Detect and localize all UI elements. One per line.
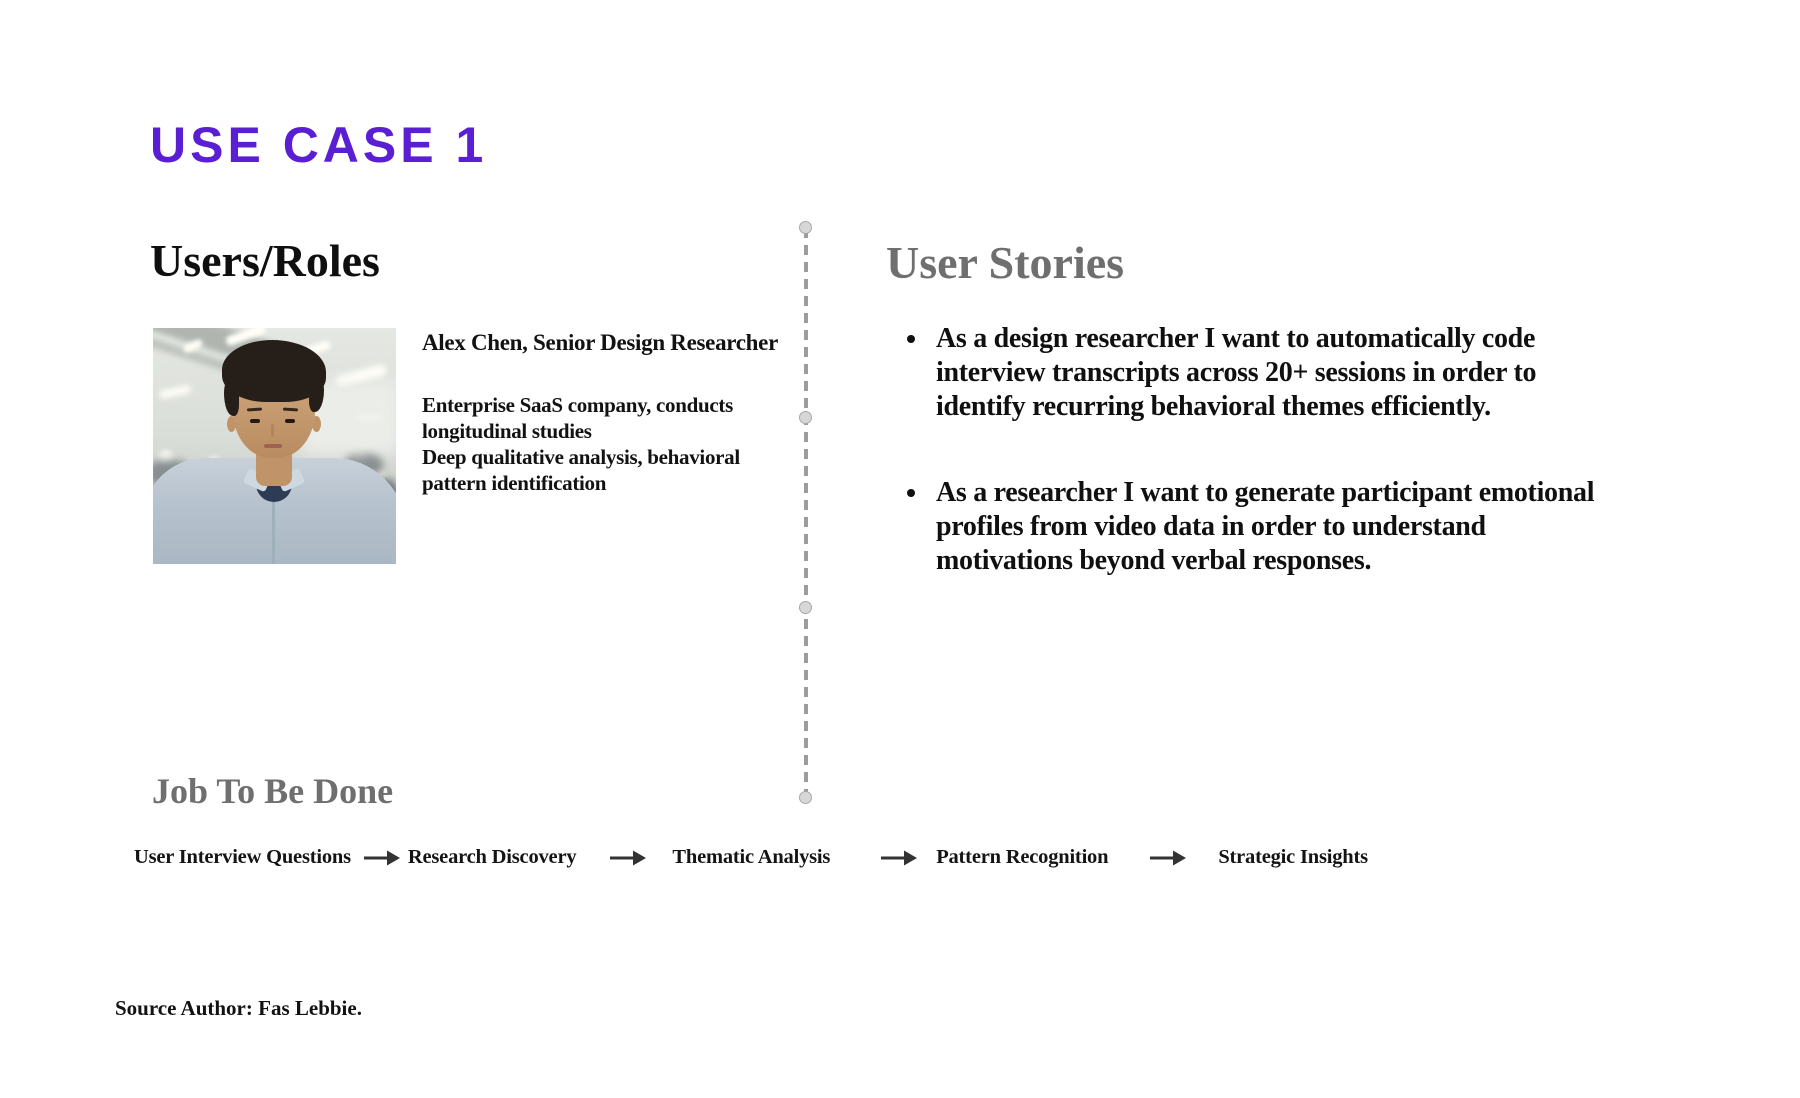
user-story-item: • As a researcher I want to generate participant emotional profiles from video data in order to understand motivations beyond verbal responses. bbox=[930, 476, 1606, 578]
user-stories-list bbox=[906, 322, 1606, 630]
persona-photo bbox=[153, 328, 396, 564]
persona-name: Alex Chen, Senior Design Researcher bbox=[422, 330, 778, 355]
photo-person-eye bbox=[250, 419, 260, 423]
persona-detail-focus: Deep qualitative analysis, behavioral pattern identification bbox=[422, 445, 740, 495]
divider-dot-icon bbox=[799, 411, 812, 424]
photo-person-nose bbox=[271, 424, 274, 437]
arrow-right-icon bbox=[881, 850, 917, 866]
photo-person-eye bbox=[285, 419, 295, 423]
source-attribution: Source Author: Fas Lebbie. bbox=[115, 996, 362, 1020]
flow-step: User Interview Questions bbox=[134, 846, 351, 868]
persona-details bbox=[422, 392, 796, 496]
photo-shirt-placket bbox=[272, 492, 275, 564]
job-to-be-done-heading: Job To Be Done bbox=[152, 771, 394, 811]
divider-dot-icon bbox=[799, 791, 812, 804]
divider-dot-icon bbox=[799, 601, 812, 614]
flow-step: Pattern Recognition bbox=[936, 846, 1109, 868]
persona-detail-company: Enterprise SaaS company, conducts longitudinal studies bbox=[422, 393, 733, 443]
divider-dot-icon bbox=[799, 221, 812, 234]
flow-step: Strategic Insights bbox=[1218, 846, 1368, 868]
column-divider bbox=[804, 228, 808, 798]
arrow-right-icon bbox=[610, 850, 646, 866]
job-flow bbox=[134, 846, 1368, 869]
user-stories-heading: User Stories bbox=[886, 237, 1125, 288]
flow-step: Research Discovery bbox=[407, 846, 577, 868]
photo-person-mouth bbox=[264, 444, 282, 448]
arrow-right-icon bbox=[1150, 850, 1186, 866]
photo-ceiling-light bbox=[159, 385, 192, 399]
arrow-right-icon bbox=[364, 850, 400, 866]
flow-step: Thematic Analysis bbox=[672, 846, 831, 868]
users-roles-heading: Users/Roles bbox=[150, 235, 380, 286]
user-story-item: • As a design researcher I want to automatically code interview transcripts across 20+ sessions in order to identify recurring behavioral themes efficiently. bbox=[930, 322, 1606, 424]
page-title: USE CASE 1 bbox=[150, 117, 488, 173]
